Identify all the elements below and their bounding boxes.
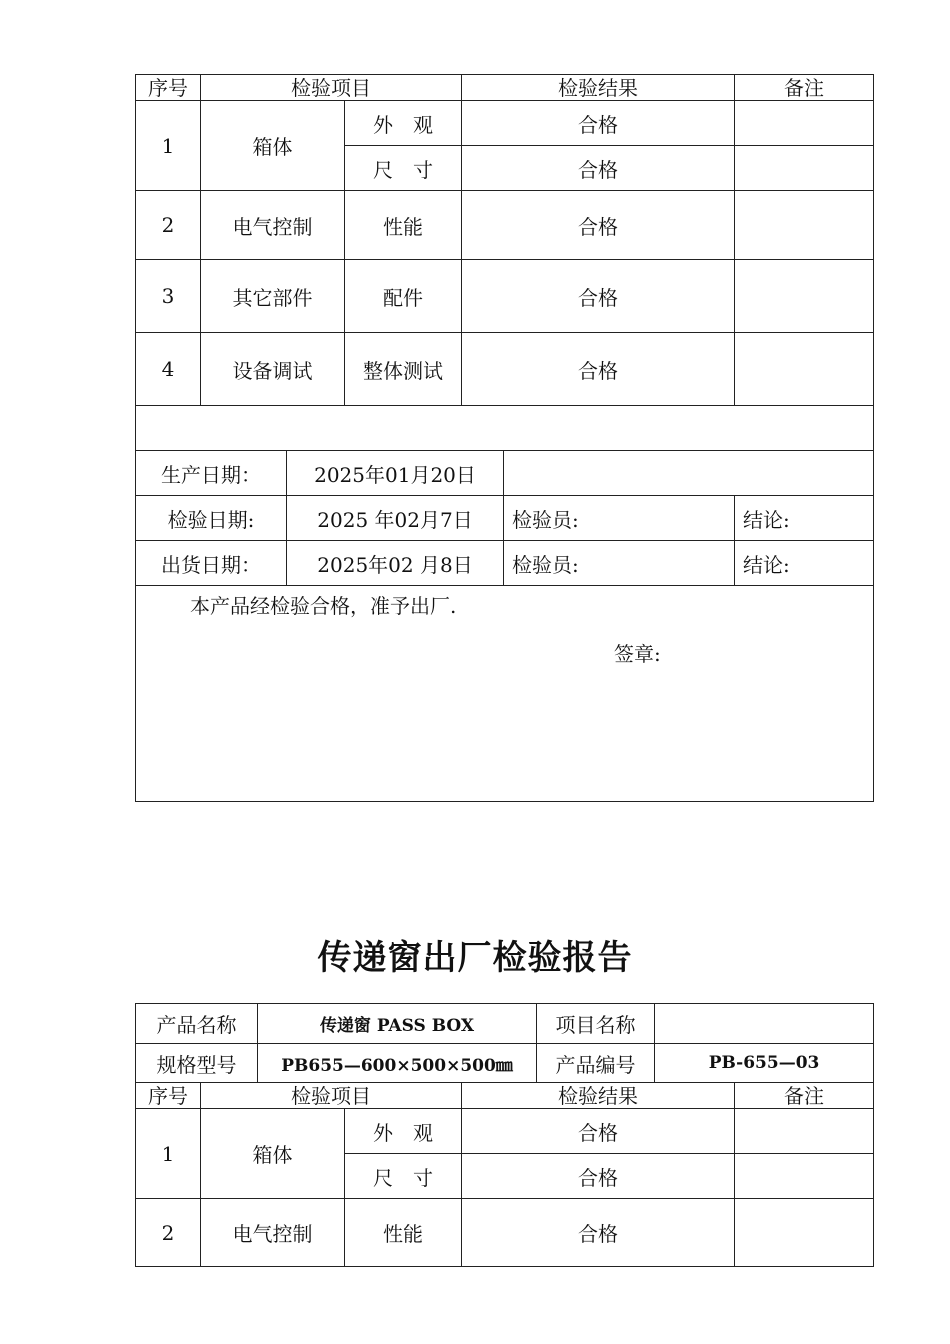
row-result: 合格 <box>462 1154 735 1199</box>
spec-label: 规格型号 <box>136 1044 258 1083</box>
row-item: 电气控制 <box>201 191 345 260</box>
row-sub: 性能 <box>345 191 462 260</box>
header-item: 检验项目 <box>201 75 462 101</box>
row-sub: 配件 <box>345 260 462 333</box>
row-seq: 1 <box>136 101 201 191</box>
row-seq: 2 <box>136 1199 201 1267</box>
row-remark <box>735 333 874 406</box>
row-sub: 外 观 <box>345 1109 462 1154</box>
row-item: 其它部件 <box>201 260 345 333</box>
header-remark: 备注 <box>735 1083 874 1109</box>
inspection-table-bottom <box>135 1003 874 1267</box>
row-item: 电气控制 <box>201 1199 345 1267</box>
product-code-value: PB-655—03 <box>655 1044 874 1083</box>
row-item: 箱体 <box>201 101 345 191</box>
row-sub: 外 观 <box>345 101 462 146</box>
approval-note: 本产品经检验合格，准予出厂. <box>190 594 457 618</box>
blank-row <box>136 406 874 451</box>
inspection-table-top <box>135 74 874 802</box>
row-remark <box>735 191 874 260</box>
report-title: 传递窗出厂检验报告 <box>317 938 633 978</box>
approval-note-cell <box>136 586 874 802</box>
header-seq: 序号 <box>136 1083 201 1109</box>
production-date-label: 生产日期： <box>136 451 287 496</box>
inspector-label: 检验员: <box>504 541 735 586</box>
row-seq: 2 <box>136 191 201 260</box>
product-name-label: 产品名称 <box>136 1004 258 1044</box>
conclusion-label: 结论: <box>735 496 874 541</box>
row-remark <box>735 1154 874 1199</box>
row-item: 设备调试 <box>201 333 345 406</box>
row-remark <box>735 1109 874 1154</box>
shipping-date-value: 2025年02 月8日 <box>287 541 504 586</box>
project-name-value <box>655 1004 874 1044</box>
row-result: 合格 <box>462 1199 735 1267</box>
row-result: 合格 <box>462 260 735 333</box>
row-result: 合格 <box>462 333 735 406</box>
row-sub: 性能 <box>345 1199 462 1267</box>
row-seq: 1 <box>136 1109 201 1199</box>
row-result: 合格 <box>462 101 735 146</box>
row-sub: 整体测试 <box>345 333 462 406</box>
row-sub: 尺 寸 <box>345 1154 462 1199</box>
conclusion-label: 结论: <box>735 541 874 586</box>
row-result: 合格 <box>462 146 735 191</box>
product-code-label: 产品编号 <box>537 1044 655 1083</box>
header-seq: 序号 <box>136 75 201 101</box>
row-remark <box>735 146 874 191</box>
row-remark <box>735 1199 874 1267</box>
row-remark <box>735 101 874 146</box>
header-result: 检验结果 <box>462 75 735 101</box>
header-result: 检验结果 <box>462 1083 735 1109</box>
product-name-value: 传递窗 PASS BOX <box>258 1004 537 1044</box>
inspection-date-value: 2025 年02月7日 <box>287 496 504 541</box>
row-result: 合格 <box>462 1109 735 1154</box>
header-item: 检验项目 <box>201 1083 462 1109</box>
row-remark <box>735 260 874 333</box>
inspector-label: 检验员: <box>504 496 735 541</box>
signature-label: 签章: <box>614 642 661 666</box>
row-sub: 尺 寸 <box>345 146 462 191</box>
project-name-label: 项目名称 <box>537 1004 655 1044</box>
row-item: 箱体 <box>201 1109 345 1199</box>
production-date-extra <box>504 451 874 496</box>
production-date-value: 2025年01月20日 <box>287 451 504 496</box>
row-seq: 4 <box>136 333 201 406</box>
spec-value: PB655—600×500×500㎜ <box>258 1044 537 1083</box>
header-remark: 备注 <box>735 75 874 101</box>
inspection-date-label: 检验日期: <box>136 496 287 541</box>
row-result: 合格 <box>462 191 735 260</box>
row-seq: 3 <box>136 260 201 333</box>
shipping-date-label: 出货日期： <box>136 541 287 586</box>
